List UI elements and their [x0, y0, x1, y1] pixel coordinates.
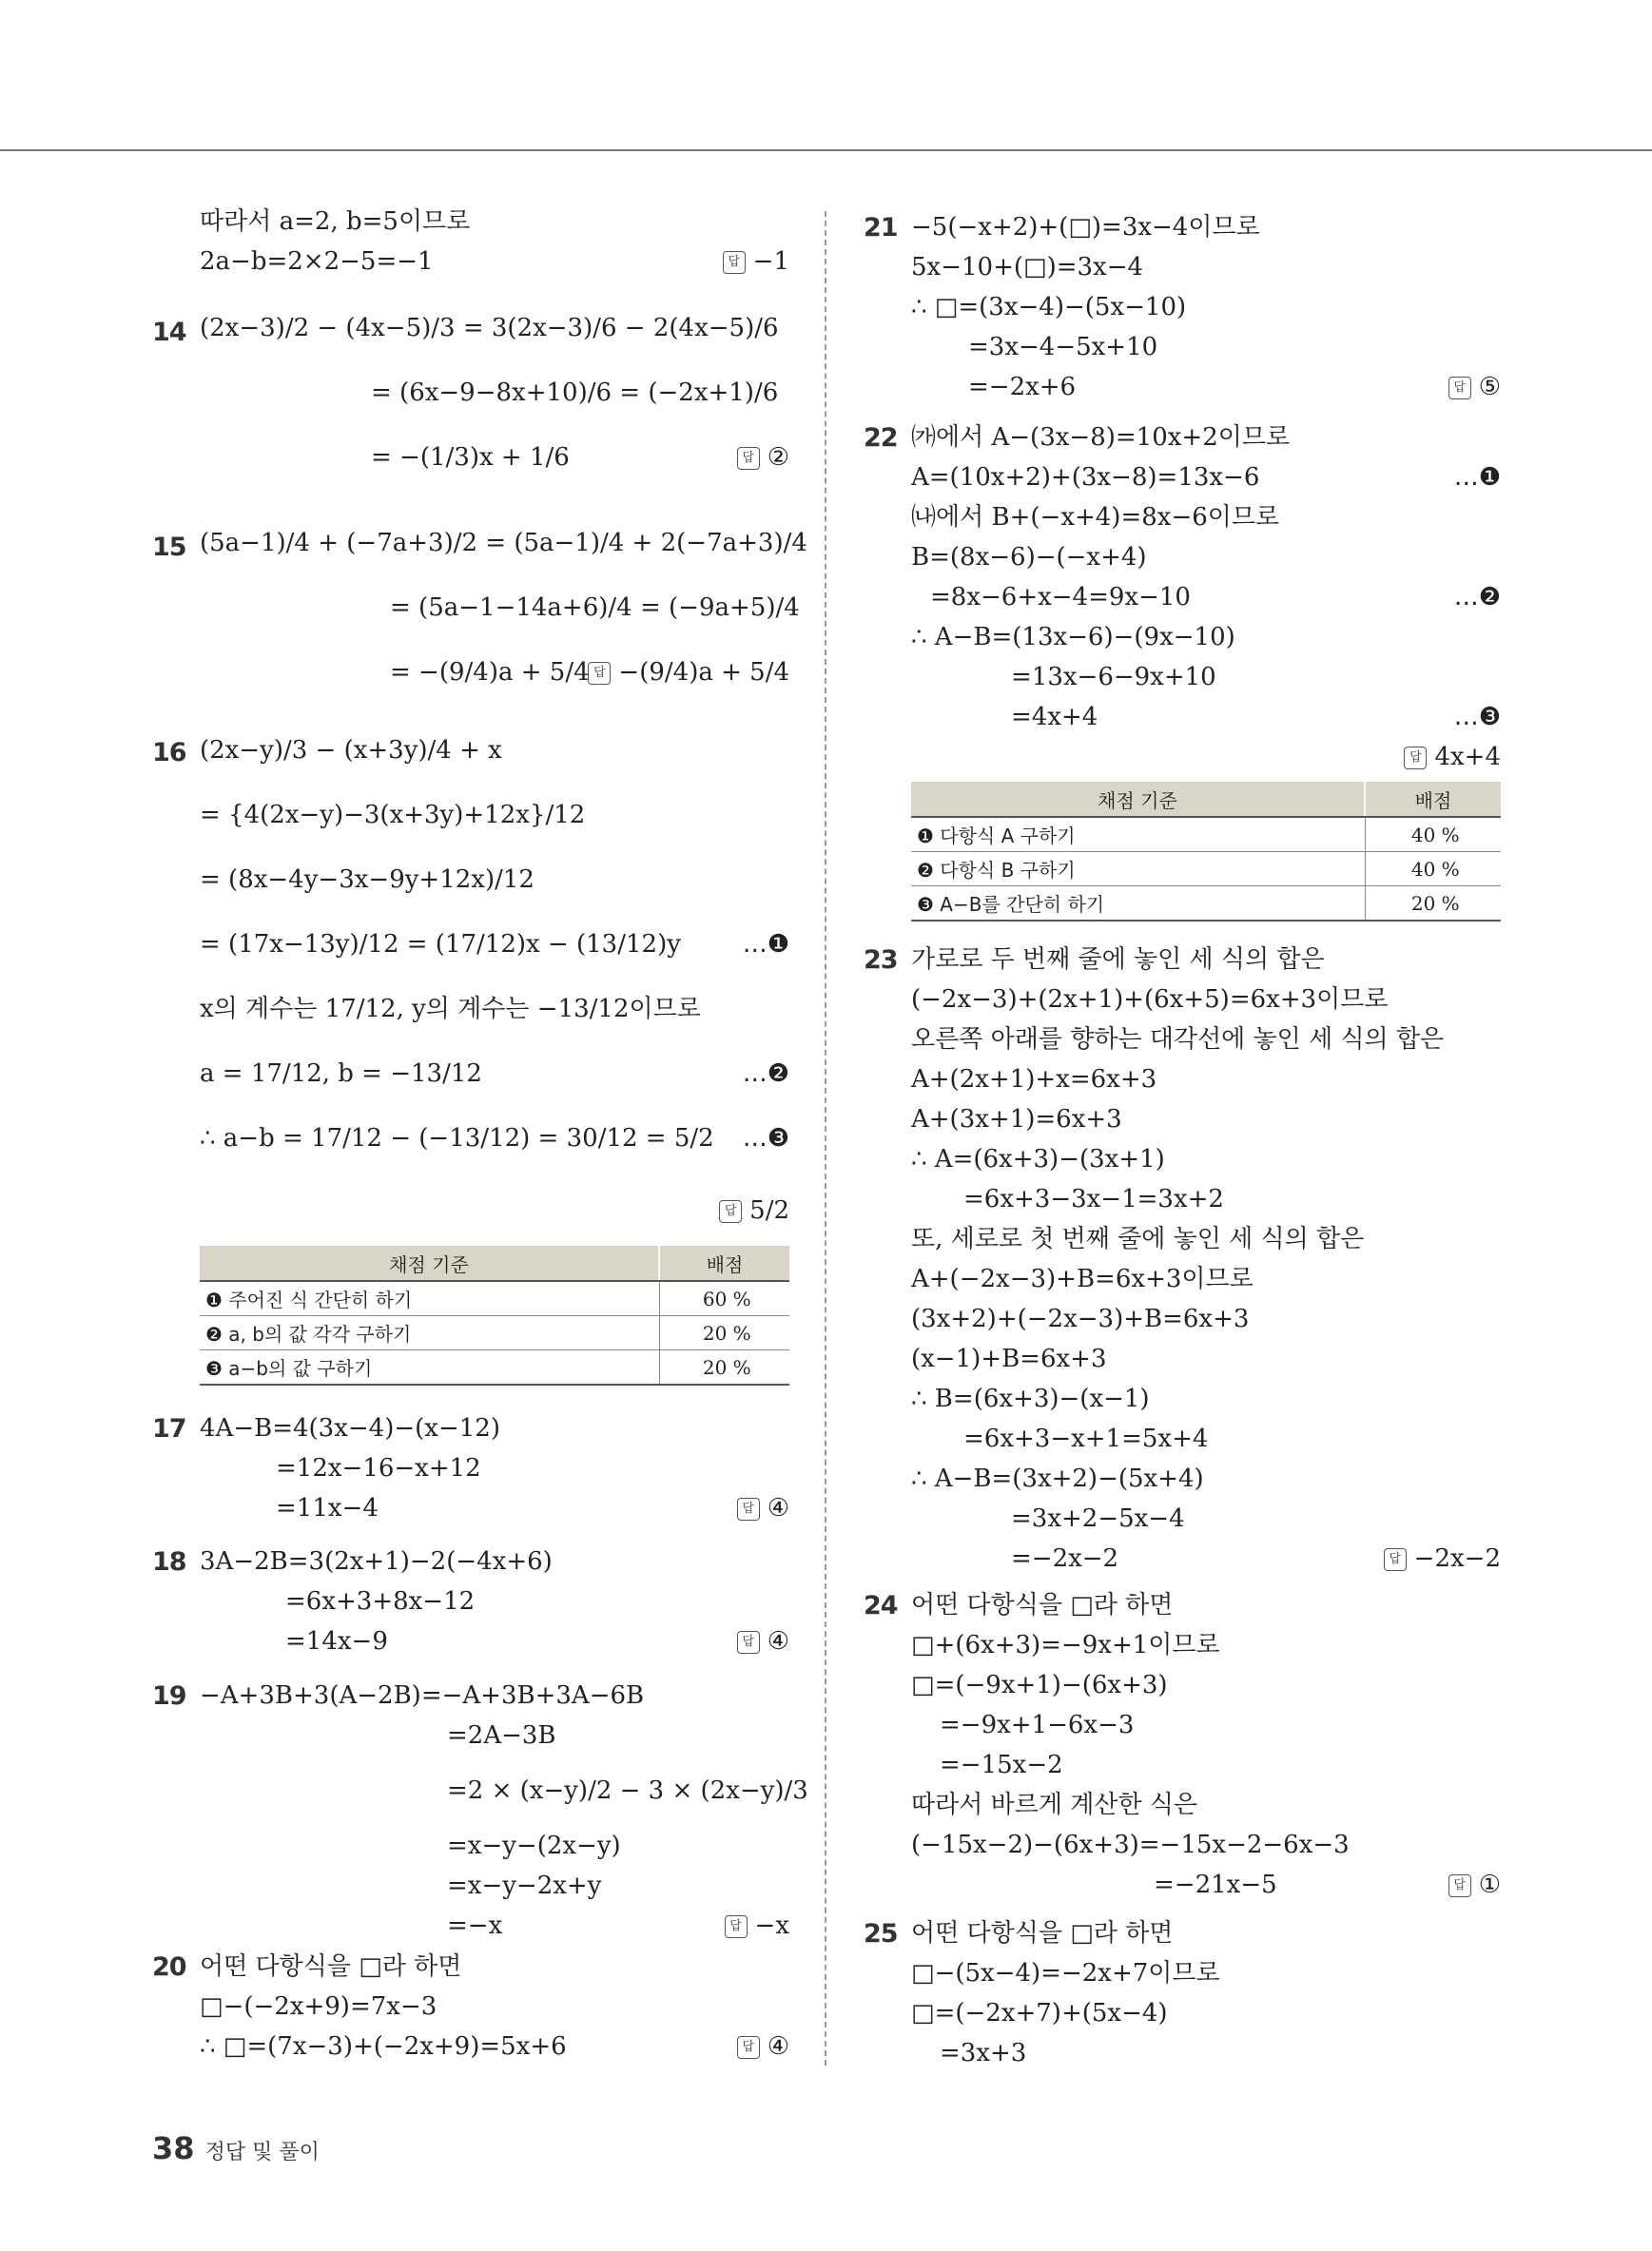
p15-line2: = (5a−1−14a+6)/4 = (−9a+5)/4 — [390, 593, 800, 622]
intro-answer: 답 −1 — [723, 247, 789, 276]
answer-mark-icon: 답 — [1384, 1548, 1407, 1571]
problem-number: 21 — [864, 213, 898, 243]
p24-line: □+(6x+3)=−9x+1이므로 — [911, 1631, 1220, 1659]
problem-number: 24 — [864, 1591, 898, 1620]
step-marker-3: …❸ — [1453, 703, 1501, 731]
p14-line1: (2x−3)/2 − (4x−5)/3 = 3(2x−3)/6 − 2(4x−5)/6 — [200, 314, 779, 342]
p25-line: =3x+3 — [940, 2039, 1027, 2067]
answer-mark-icon: 답 — [1448, 377, 1471, 399]
answer-mark-icon: 답 — [1448, 1874, 1471, 1897]
p22-line6: ∴ A−B=(13x−6)−(9x−10) — [911, 623, 1235, 651]
answer-mark-icon: 답 — [723, 251, 746, 274]
p25-line: 어떤 다항식을 □라 하면 — [911, 1919, 1174, 1948]
p23-line: 가로로 두 번째 줄에 놓인 세 식의 합은 — [911, 945, 1325, 974]
p24-line: 따라서 바르게 계산한 식은 — [911, 1791, 1198, 1819]
problem-number: 25 — [864, 1919, 898, 1949]
grading-table-16 — [200, 1246, 789, 1386]
intro-line2: 2a−b=2×2−5=−1 — [200, 247, 434, 276]
p17-answer: 답 ④ — [737, 1494, 789, 1523]
table-row: ❷ 다항식 B 구하기 40 % — [911, 852, 1501, 886]
p22-line7: =13x−6−9x+10 — [1011, 663, 1216, 691]
p19-answer: 답 −x — [725, 1911, 789, 1940]
answer-mark-icon: 답 — [725, 1915, 748, 1938]
p14-answer: 답 ② — [737, 443, 789, 472]
grading-header-score: 배점 — [1365, 782, 1501, 817]
p25-line: □=(−2x+7)+(5x−4) — [911, 1999, 1168, 2028]
p19-line5: =x−y−2x+y — [447, 1872, 602, 1900]
grading-header-score: 배점 — [659, 1246, 789, 1281]
problem-number: 17 — [152, 1414, 186, 1444]
p14-line3: = −(1/3)x + 1/6 — [371, 443, 570, 472]
p22-line1: ㈎에서 A−(3x−8)=10x+2이므로 — [911, 423, 1291, 452]
p23-line: ∴ A−B=(3x+2)−(5x+4) — [911, 1465, 1204, 1493]
table-row: ❸ a−b의 값 구하기 20 % — [200, 1350, 789, 1386]
p19-line6: =−x — [447, 1911, 503, 1940]
p15-line3: = −(9/4)a + 5/4 — [390, 658, 590, 687]
p24-line: □=(−9x+1)−(6x+3) — [911, 1671, 1168, 1699]
p23-line: A+(2x+1)+x=6x+3 — [911, 1065, 1157, 1094]
step-marker-3: …❸ — [742, 1124, 789, 1153]
p23-line: ∴ A=(6x+3)−(3x+1) — [911, 1145, 1165, 1174]
p21-line5: =−2x+6 — [968, 373, 1077, 401]
answer-mark-icon: 답 — [1404, 747, 1427, 769]
p17-line1: 4A−B=4(3x−4)−(x−12) — [200, 1414, 500, 1443]
p16-line6: a = 17/12, b = −13/12 — [200, 1059, 482, 1088]
p14-line2: = (6x−9−8x+10)/6 = (−2x+1)/6 — [371, 378, 779, 407]
p24-line: 어떤 다항식을 □라 하면 — [911, 1591, 1174, 1620]
step-marker-2: …❷ — [742, 1059, 789, 1088]
p19-line1: −A+3B+3(A−2B)=−A+3B+3A−6B — [200, 1681, 645, 1710]
grading-header-criteria: 채점 기준 — [200, 1246, 659, 1281]
p23-line: 또, 세로로 첫 번째 줄에 놓인 세 식의 합은 — [911, 1225, 1365, 1253]
p18-answer: 답 ④ — [737, 1627, 789, 1656]
problem-number: 15 — [152, 533, 186, 562]
problem-number: 16 — [152, 738, 186, 767]
column-divider — [825, 211, 826, 2066]
p16-line5: x의 계수는 17/12, y의 계수는 −13/12이므로 — [200, 995, 701, 1023]
p16-line7: ∴ a−b = 17/12 − (−13/12) = 30/12 = 5/2 — [200, 1124, 714, 1153]
answer-mark-icon: 답 — [737, 1631, 760, 1654]
p16-line1: (2x−y)/3 − (x+3y)/4 + x — [200, 736, 502, 765]
p19-line4: =x−y−(2x−y) — [447, 1832, 621, 1860]
p19-line2: =2A−3B — [447, 1721, 556, 1750]
p18-line3: =14x−9 — [285, 1627, 388, 1656]
p21-line1: −5(−x+2)+(□)=3x−4이므로 — [911, 213, 1260, 242]
p16-answer: 답 5/2 — [719, 1196, 789, 1225]
grading-table-22 — [911, 782, 1501, 922]
p18-line2: =6x+3+8x−12 — [285, 1587, 476, 1616]
table-row: ❶ 주어진 식 간단히 하기 60 % — [200, 1281, 789, 1316]
p21-line2: 5x−10+(□)=3x−4 — [911, 253, 1144, 281]
p24-line: =−15x−2 — [940, 1751, 1063, 1779]
p16-line3: = (8x−4y−3x−9y+12x)/12 — [200, 865, 534, 894]
p19-line3: =2 × (x−y)/2 − 3 × (2x−y)/3 — [447, 1776, 808, 1805]
table-row: ❸ A−B를 간단히 하기 20 % — [911, 886, 1501, 922]
p21-line4: =3x−4−5x+10 — [968, 333, 1158, 361]
p22-line8: =4x+4 — [1011, 703, 1098, 731]
step-marker-1: …❶ — [742, 930, 789, 959]
grading-header-criteria: 채점 기준 — [911, 782, 1365, 817]
page-footer — [152, 2130, 320, 2166]
p24-line: (−15x−2)−(6x+3)=−15x−2−6x−3 — [911, 1831, 1350, 1859]
step-marker-1: …❶ — [1453, 463, 1501, 492]
p16-line4: = (17x−13y)/12 = (17/12)x − (13/12)y — [200, 930, 681, 959]
table-row: ❶ 다항식 A 구하기 40 % — [911, 817, 1501, 852]
p15-line1: (5a−1)/4 + (−7a+3)/2 = (5a−1)/4 + 2(−7a+3)/4 — [200, 529, 807, 557]
p20-answer: 답 ④ — [737, 2032, 789, 2061]
p23-line: ∴ B=(6x+3)−(x−1) — [911, 1385, 1150, 1413]
p23-line: (−2x−3)+(2x+1)+(6x+5)=6x+3이므로 — [911, 985, 1389, 1014]
p20-line1: 어떤 다항식을 □라 하면 — [200, 1952, 462, 1981]
p22-answer: 답 4x+4 — [1404, 743, 1501, 771]
p23-line: =−2x−2 — [1011, 1544, 1119, 1573]
p15-answer: 답 −(9/4)a + 5/4 — [588, 658, 789, 687]
p25-line: □−(5x−4)=−2x+7이므로 — [911, 1959, 1220, 1988]
p17-line2: =12x−16−x+12 — [276, 1454, 481, 1483]
p20-line2: □−(−2x+9)=7x−3 — [200, 1992, 437, 2021]
p23-line: 오른쪽 아래를 향하는 대각선에 놓인 세 식의 합은 — [911, 1025, 1445, 1054]
p23-line: A+(−2x−3)+B=6x+3이므로 — [911, 1265, 1254, 1293]
p24-line: =−9x+1−6x−3 — [940, 1711, 1135, 1739]
p22-line3: ㈏에서 B+(−x+4)=8x−6이므로 — [911, 503, 1280, 532]
problem-number: 22 — [864, 423, 898, 453]
p22-line4: B=(8x−6)−(−x+4) — [911, 543, 1147, 572]
answer-mark-icon: 답 — [737, 447, 760, 470]
answer-mark-icon: 답 — [737, 1498, 760, 1521]
answer-mark-icon: 답 — [737, 2036, 760, 2059]
p23-line: A+(3x+1)=6x+3 — [911, 1105, 1122, 1134]
problem-number: 14 — [152, 318, 186, 347]
problem-number: 20 — [152, 1952, 186, 1982]
step-marker-2: …❷ — [1453, 583, 1501, 611]
p22-line2: A=(10x+2)+(3x−8)=13x−6 — [911, 463, 1260, 492]
p20-line3: ∴ □=(7x−3)+(−2x+9)=5x+6 — [200, 2032, 567, 2061]
p23-line: =6x+3−x+1=5x+4 — [963, 1425, 1209, 1453]
p22-line5: =8x−6+x−4=9x−10 — [930, 583, 1191, 611]
p23-line: (3x+2)+(−2x−3)+B=6x+3 — [911, 1305, 1250, 1333]
p24-line: =−21x−5 — [1154, 1871, 1277, 1899]
page-number: 38 — [152, 2130, 195, 2166]
p23-line: (x−1)+B=6x+3 — [911, 1345, 1107, 1373]
answer-mark-icon: 답 — [588, 662, 611, 685]
p21-answer: 답 ⑤ — [1448, 373, 1501, 401]
intro-line1: 따라서 a=2, b=5이므로 — [200, 207, 471, 236]
answer-mark-icon: 답 — [719, 1200, 742, 1223]
p21-line3: ∴ □=(3x−4)−(5x−10) — [911, 293, 1187, 321]
p24-answer: 답 ① — [1448, 1871, 1501, 1899]
p23-line: =6x+3−3x−1=3x+2 — [963, 1185, 1224, 1213]
table-row: ❷ a, b의 값 각각 구하기 20 % — [200, 1316, 789, 1350]
p23-answer: 답 −2x−2 — [1384, 1544, 1501, 1573]
footer-label: 정답 및 풀이 — [204, 2141, 320, 2164]
problem-number: 23 — [864, 945, 898, 975]
top-rule — [0, 149, 1652, 151]
p18-line1: 3A−2B=3(2x+1)−2(−4x+6) — [200, 1547, 553, 1576]
problem-number: 19 — [152, 1681, 186, 1711]
p16-line2: = {4(2x−y)−3(x+3y)+12x}/12 — [200, 801, 586, 829]
p17-line3: =11x−4 — [276, 1494, 379, 1523]
p23-line: =3x+2−5x−4 — [1011, 1504, 1185, 1533]
problem-number: 18 — [152, 1547, 186, 1577]
